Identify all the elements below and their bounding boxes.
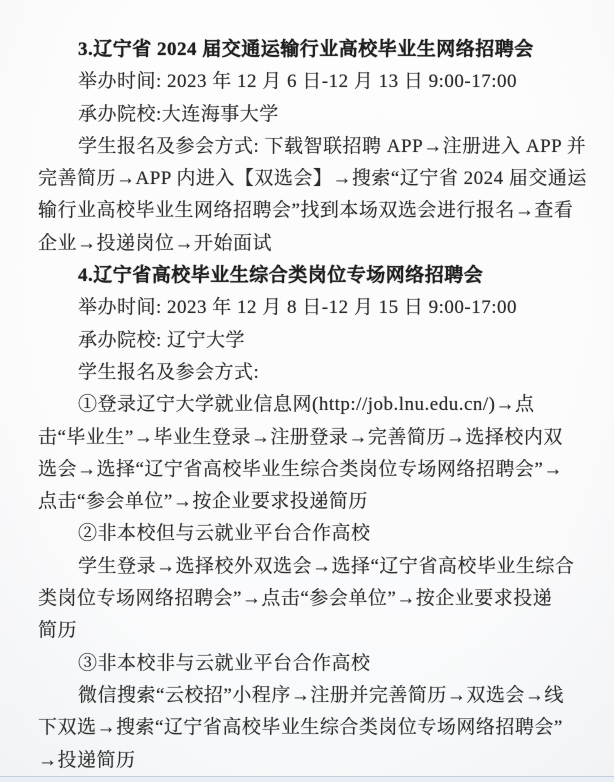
- section-4-step-3: →投递简历: [38, 749, 136, 771]
- section-4-step-3: ③非本校非与云就业平台合作高校: [78, 652, 371, 674]
- section-3-procedure: 完善简历→APP 内进入【双选会】→搜索“辽宁省 2024 届交通运: [38, 168, 587, 190]
- section-3-procedure: 输行业高校毕业生网络招聘会”找到本场双选会进行报名→查看: [38, 200, 574, 222]
- section-4-host: 承办院校: 辽宁大学: [78, 329, 246, 351]
- document-text-block: [38, 34, 587, 777]
- section-4-step-1: 击“毕业生”→毕业生登录→注册登录→完善简历→选择校内双: [38, 426, 563, 448]
- page-bottom-scan-edge: [0, 776, 614, 782]
- section-3-time: 举办时间: 2023 年 12 月 6 日-12 月 13 日 9:00-17:00: [78, 71, 517, 93]
- section-3-heading: 3.辽宁省 2024 届交通运输行业高校毕业生网络招聘会: [78, 39, 534, 60]
- section-4-step-2: 简历: [38, 620, 78, 642]
- section-3-host: 承办院校:大连海事大学: [78, 103, 279, 125]
- section-4-step-3: 下双选→搜索“辽宁省高校毕业生综合类岗位专场网络招聘会”: [38, 717, 563, 739]
- section-4-procedure-label: 学生报名及参会方式:: [78, 361, 260, 383]
- section-3-procedure: 企业→投递岗位→开始面试: [38, 232, 273, 254]
- section-4-step-3: 微信搜索“云校招”小程序→注册并完善简历→双选会→线: [78, 684, 564, 706]
- section-4-step-2: 学生登录→选择校外双选会→选择“辽宁省高校毕业生综合: [78, 555, 575, 577]
- section-4-time: 举办时间: 2023 年 12 月 8 日-12 月 15 日 9:00-17:00: [78, 297, 517, 319]
- section-4-step-1: ①登录辽宁大学就业信息网(http://job.lnu.edu.cn/)→点: [78, 394, 535, 416]
- section-4-step-1: 选会→选择“辽宁省高校毕业生综合类岗位专场网络招聘会”→: [38, 458, 563, 480]
- section-4-heading: 4.辽宁省高校毕业生综合类岗位专场网络招聘会: [78, 265, 484, 287]
- section-3-procedure: 学生报名及参会方式: 下载智联招聘 APP→注册进入 APP 并: [78, 135, 587, 157]
- section-4-step-1: 点击“参会单位”→按企业要求投递简历: [38, 491, 368, 513]
- section-4-step-2: 类岗位专场网络招聘会”→点击“参会单位”→按企业要求投递: [38, 588, 553, 610]
- section-4-step-2: ②非本校但与云就业平台合作高校: [78, 523, 371, 545]
